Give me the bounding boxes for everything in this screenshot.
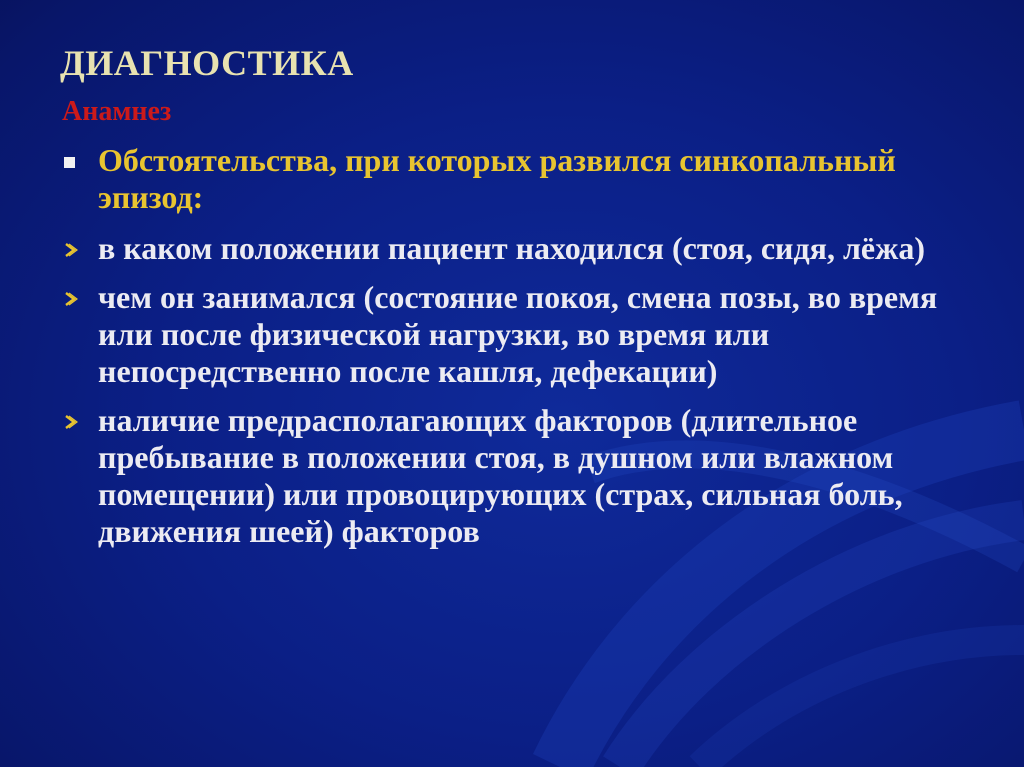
square-bullet-icon <box>64 157 75 168</box>
arrow-bullet-icon <box>62 241 80 259</box>
main-bullet-item <box>60 142 980 216</box>
slide-title: ДИАГНОСТИКА <box>60 43 354 83</box>
sub-bullet-item <box>60 230 980 267</box>
main-bullet-text: Обстоятельства, при которых развился синкопальный эпизод: <box>98 142 896 215</box>
arrow-bullet-icon <box>62 290 80 308</box>
arrow-bullet-icon <box>62 413 80 431</box>
sub-bullet-text: наличие предрасполагающих факторов (длительное пребывание в положении стоя, в душном или влажном помещении) или провоцирующих (страх, сильная боль, движения шеей) факторов <box>98 402 903 549</box>
sub-bullet-item <box>60 279 980 390</box>
slide-subtitle: Анамнез <box>62 96 172 127</box>
sub-bullet-text: чем он занимался (состояние покоя, смена позы, во время или после физической нагрузки, во время или непосредственно после кашля, дефекации) <box>98 279 938 389</box>
sub-bullet-text: в каком положении пациент находился (стоя, сидя, лёжа) <box>98 230 925 266</box>
sub-bullet-item <box>60 402 980 550</box>
bullet-list <box>60 142 980 562</box>
